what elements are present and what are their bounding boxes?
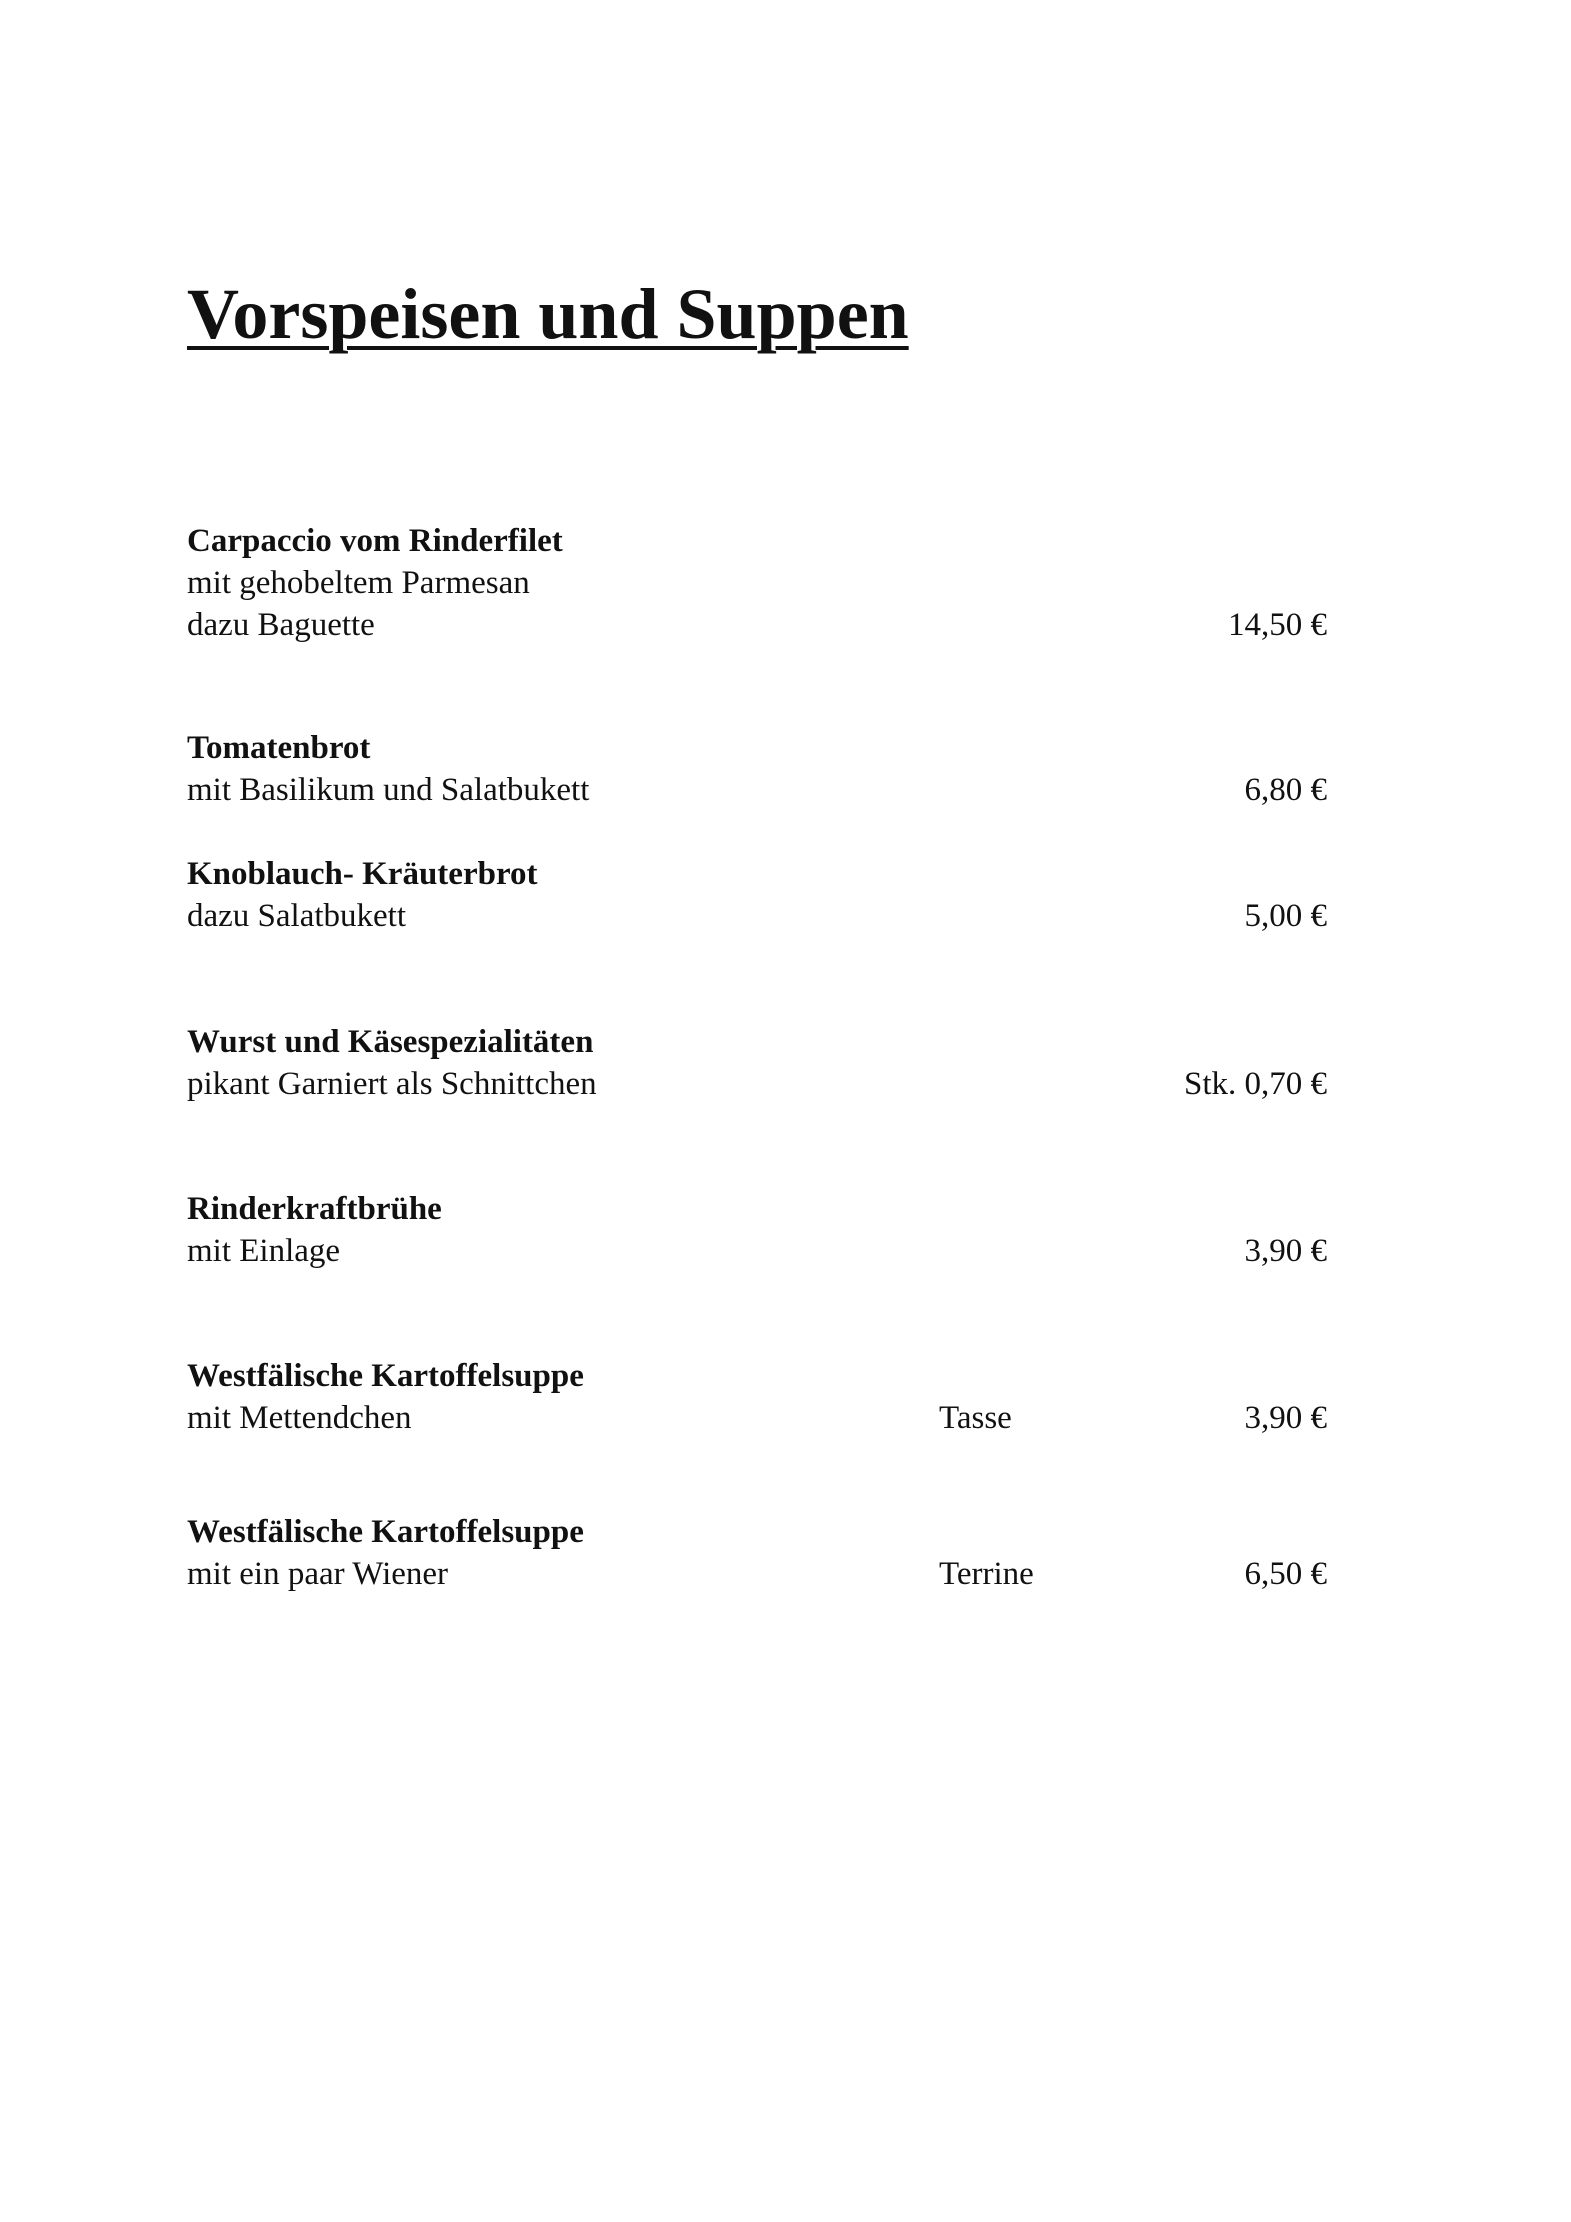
item-name: Wurst und Käsespezialitäten [187, 1024, 594, 1060]
item-price: 3,90 € [1244, 1400, 1327, 1436]
item-name: Westfälische Kartoffelsuppe [187, 1358, 584, 1394]
item-price: 6,50 € [1244, 1556, 1327, 1592]
item-name: Carpaccio vom Rinderfilet [187, 523, 563, 559]
menu-item-knoblauch-kraeuterbrot [187, 853, 1327, 937]
item-description-line [187, 769, 1327, 811]
item-description-line [187, 1063, 1327, 1105]
item-name: Westfälische Kartoffelsuppe [187, 1514, 584, 1550]
item-price: 5,00 € [1244, 898, 1327, 934]
item-name: Knoblauch- Kräuterbrot [187, 856, 538, 892]
menu-item-wurst-kaese [187, 1021, 1327, 1105]
item-description: mit ein paar Wiener [187, 1556, 449, 1592]
menu-item-kartoffelsuppe-terrine [187, 1511, 1327, 1595]
item-description-line [187, 1553, 1327, 1595]
item-price: Stk. 0,70 € [1183, 1066, 1327, 1102]
item-description: dazu Salatbukett [187, 898, 407, 934]
menu-item-tomatenbrot [187, 727, 1327, 811]
item-description: mit Einlage [187, 1233, 341, 1269]
item-description-line [187, 895, 1327, 937]
item-description: pikant Garniert als Schnittchen [187, 1066, 597, 1102]
item-description-line [187, 604, 1327, 646]
menu-item-carpaccio [187, 520, 1327, 646]
item-description: mit gehobeltem Parmesan [187, 565, 530, 601]
item-price: 6,80 € [1244, 772, 1327, 808]
item-price: 3,90 € [1244, 1233, 1327, 1269]
item-price: 14,50 € [1228, 607, 1327, 643]
item-name: Rinderkraftbrühe [187, 1191, 442, 1227]
menu-item-rinderkraftbruehe [187, 1188, 1327, 1272]
item-name: Tomatenbrot [187, 730, 371, 766]
menu-item-kartoffelsuppe-tasse [187, 1355, 1327, 1439]
item-description-line [187, 1397, 1327, 1439]
item-description: mit Basilikum und Salatbukett [187, 772, 590, 808]
item-size: Terrine [939, 1556, 1034, 1592]
item-size: Tasse [939, 1400, 1012, 1436]
item-description: dazu Baguette [187, 607, 375, 643]
item-description: mit Mettendchen [187, 1400, 412, 1436]
page-title: Vorspeisen und Suppen [187, 274, 909, 354]
item-description-line [187, 562, 1327, 604]
item-description-line [187, 1230, 1327, 1272]
